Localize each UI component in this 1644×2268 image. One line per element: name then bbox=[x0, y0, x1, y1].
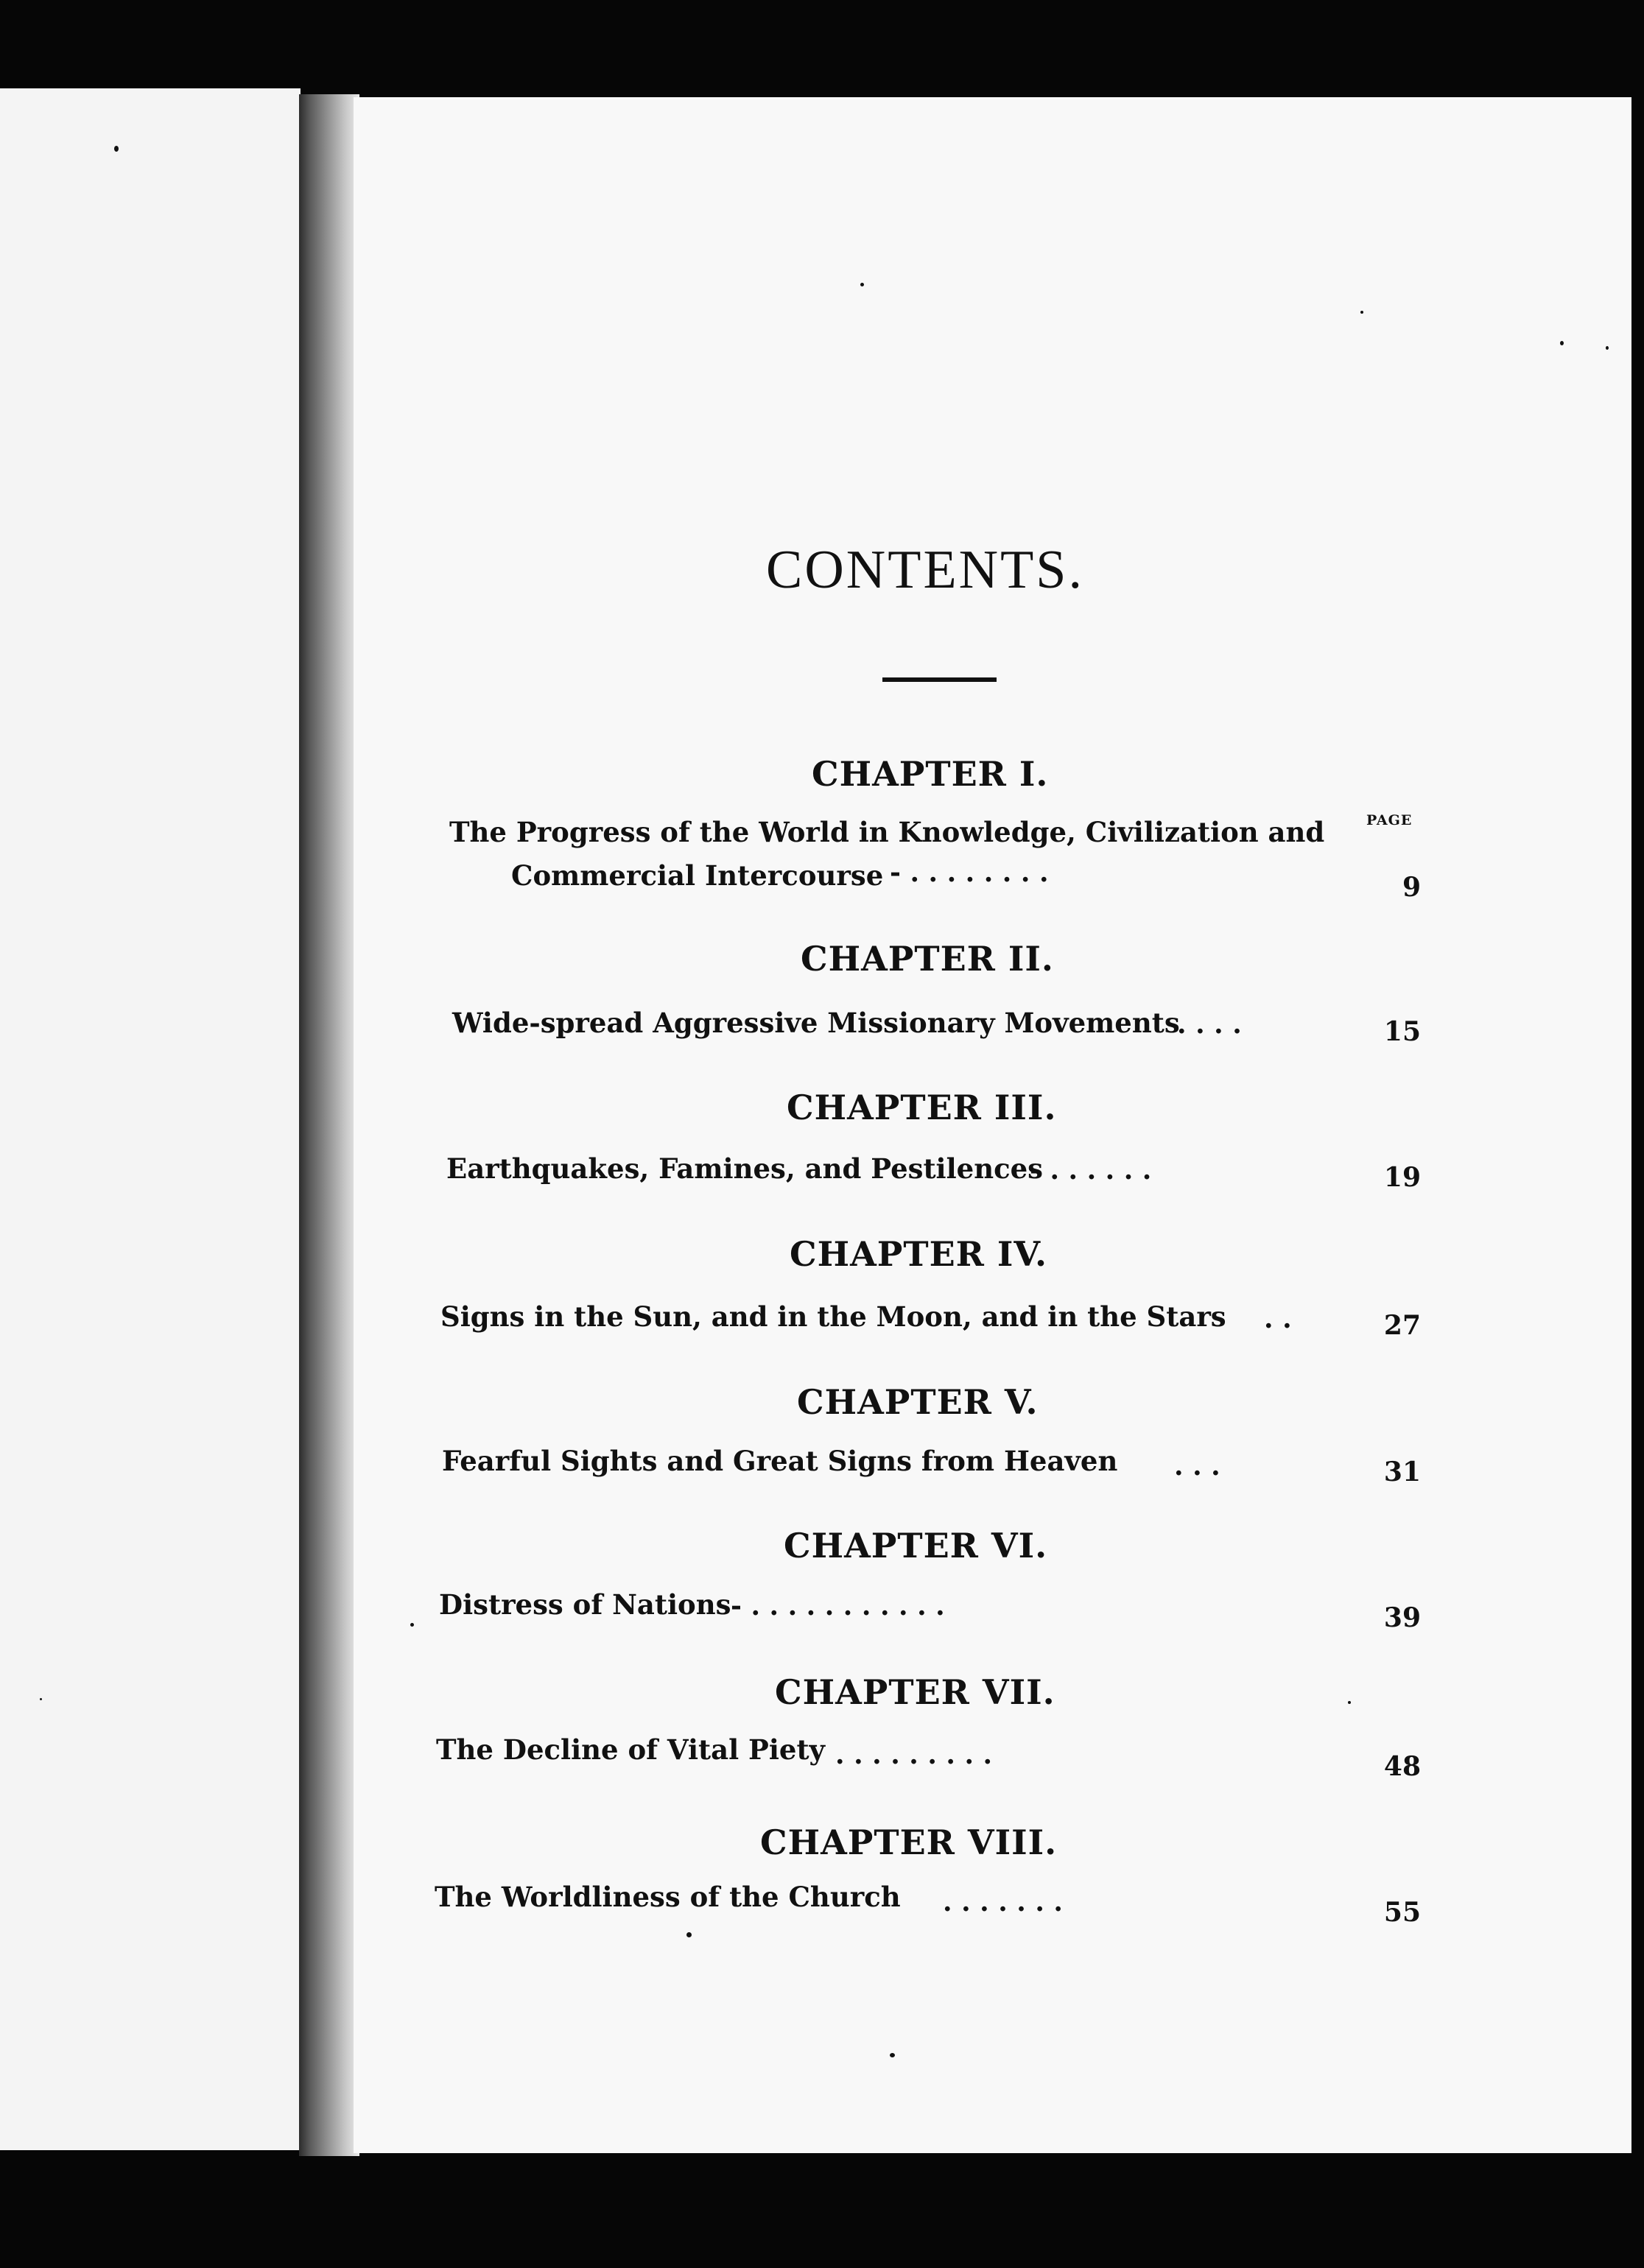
page-number: 19 bbox=[1383, 1162, 1421, 1193]
dot-leader: - . . . . . . . . bbox=[890, 857, 1049, 888]
chapter-heading: CHAPTER IV. bbox=[790, 1234, 1048, 1274]
page-number: 27 bbox=[1383, 1310, 1421, 1341]
chapter-title: The Worldliness of the Church bbox=[435, 1881, 901, 1913]
chapter-title: Fearful Sights and Great Signs from Heaven bbox=[442, 1445, 1118, 1477]
page-number: 39 bbox=[1383, 1602, 1421, 1633]
chapter-title: Earthquakes, Famines, and Pestilences bbox=[446, 1152, 1044, 1185]
chapter-title: The Decline of Vital Piety bbox=[436, 1733, 826, 1766]
page-number: 31 bbox=[1383, 1457, 1421, 1487]
chapter-heading: CHAPTER I. bbox=[812, 754, 1049, 794]
chapter-title: Signs in the Sun, and in the Moon, and in the Stars bbox=[440, 1300, 1226, 1333]
page-title: CONTENTS. bbox=[766, 540, 1084, 600]
dot-leader: . . . . . . . bbox=[943, 1887, 1063, 1917]
page-number: 9 bbox=[1402, 872, 1421, 903]
chapter-title-continuation: Commercial Intercourse bbox=[511, 859, 884, 892]
chapter-heading: CHAPTER VIII. bbox=[760, 1822, 1058, 1862]
chapter-heading: CHAPTER VII. bbox=[775, 1672, 1055, 1712]
page-number: 48 bbox=[1383, 1751, 1421, 1782]
page-number: 15 bbox=[1383, 1016, 1421, 1047]
dot-leader: - . . . . . . bbox=[1030, 1155, 1152, 1186]
title-rule bbox=[882, 677, 997, 682]
dot-leader: . . . . . . . . . bbox=[835, 1739, 993, 1770]
chapter-title: The Progress of the World in Knowledge, Civilization and bbox=[449, 816, 1325, 848]
dot-leader: . . . . bbox=[1177, 1009, 1242, 1040]
chapter-heading: CHAPTER II. bbox=[801, 939, 1054, 979]
page-number: 55 bbox=[1383, 1897, 1421, 1928]
chapter-heading: CHAPTER V. bbox=[797, 1382, 1039, 1422]
chapter-title: Distress of Nations bbox=[439, 1588, 731, 1621]
dot-leader: - . . . . . . . . . . . bbox=[731, 1591, 945, 1621]
dot-leader: . . . bbox=[1174, 1451, 1220, 1482]
chapter-title: Wide-spread Aggressive Missionary Movements bbox=[452, 1007, 1180, 1039]
chapter-heading: CHAPTER VI. bbox=[784, 1526, 1048, 1566]
chapter-heading: CHAPTER III. bbox=[787, 1088, 1057, 1127]
page-column-label: PAGE bbox=[1366, 812, 1413, 828]
dot-leader: . . bbox=[1264, 1303, 1292, 1334]
